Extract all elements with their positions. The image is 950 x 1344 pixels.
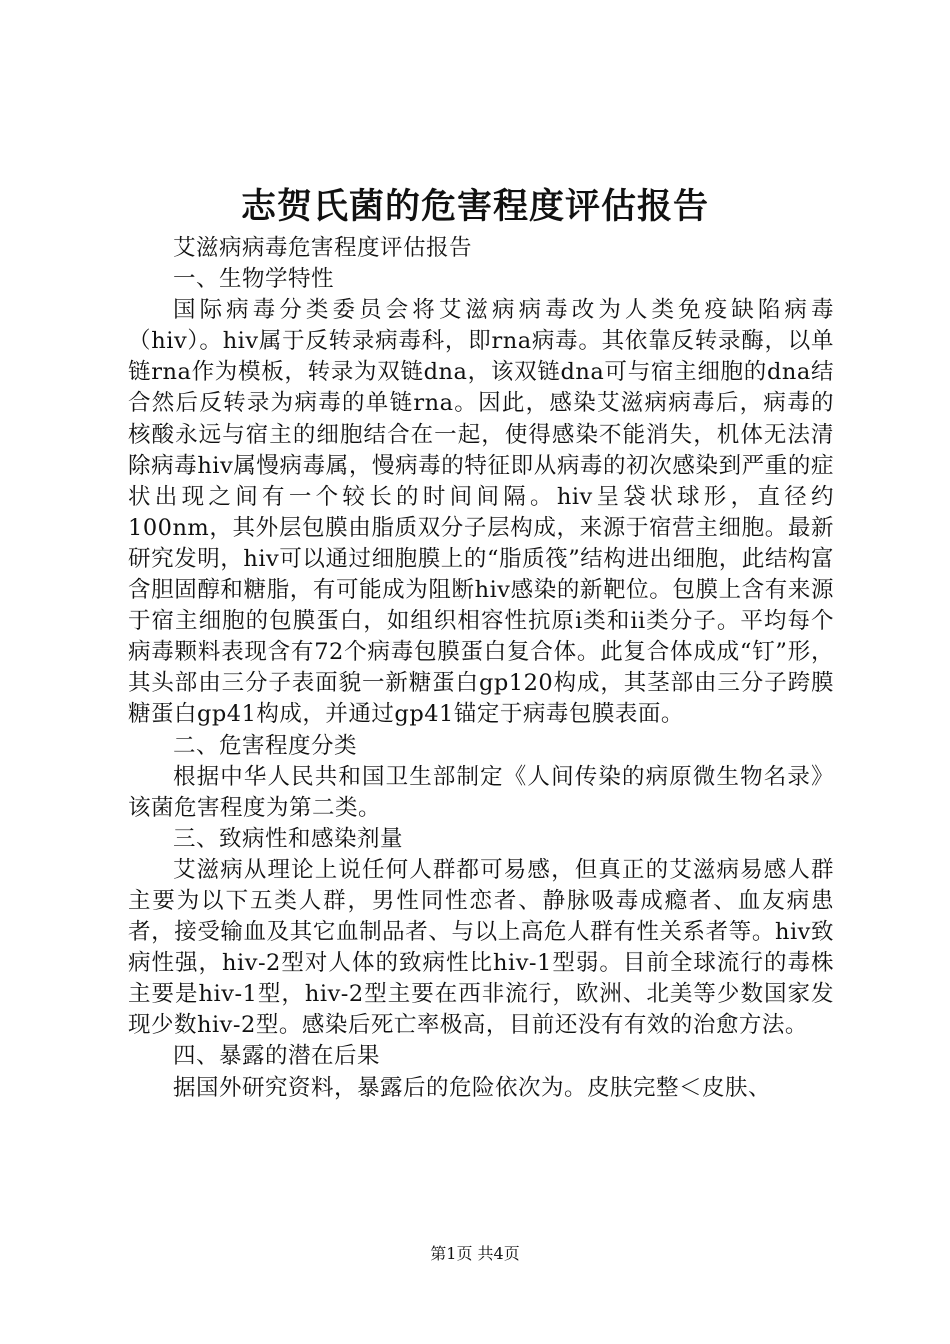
page-number-footer: 第1页 共4页 (430, 1244, 520, 1263)
document-title: 志贺氏菌的危害程度评估报告 (240, 186, 709, 227)
body-paragraph-3: 艾滋病从理论上说任何人群都可易感，但真正的艾滋病易感人群主要为以下五类人群，男性同性恋者、静脉吸毒成瘾者、血友病患者，接受输血及其它血制品者、与以上高危人群有性关系者等。hiv致病性强，hiv-2型对人体的致病性比hiv-1型弱。目前全球流行的毒株主要是hiv-1型，hiv-2型主要在西非流行，欧洲、北美等少数国家发现少数hiv-2型。感染后死亡率极高，目前还没有有效的治愈方法。 (128, 856, 834, 1039)
body-paragraph-2: 根据中华人民共和国卫生部制定《人间传染的病原微生物名录》该菌危害程度为第二类。 (128, 763, 834, 821)
subtitle-paragraph: 艾滋病病毒危害程度评估报告 (173, 235, 473, 261)
section-heading-3: 三、致病性和感染剂量 (173, 825, 404, 852)
body-paragraph-4: 据国外研究资料，暴露后的危险依次为。皮肤完整＜皮肤、 (173, 1074, 772, 1101)
section-heading-1: 一、生物学特性 (173, 266, 335, 293)
section-heading-4: 四、暴露的潜在后果 (173, 1043, 381, 1070)
document-body (128, 233, 834, 1104)
body-paragraph-1: 国际病毒分类委员会将艾滋病病毒改为人类免疫缺陷病毒（hiv）。hiv属于反转录病毒科，即rna病毒。其依靠反转录酶，以单链rna作为模板，转录为双链dna，该双链dna可与宿主细胞的dna结合然后反转录为病毒的单链rna。因此，感染艾滋病病毒后，病毒的核酸永远与宿主的细胞结合在一起，使得感染不能消失，机体无法清除病毒hiv属慢病毒属，慢病毒的特征即从病毒的初次感染到严重的症状出现之间有一个较长的时间间隔。hiv呈袋状球形，直径约100nm，其外层包膜由脂质双分子层构成，来源于宿营主细胞。最新研究发明，hiv可以通过细胞膜上的“脂质筏”结构进出细胞，此结构富含胆固醇和糖脂，有可能成为阻断hiv感染的新靶位。包膜上含有来源于宿主细胞的包膜蛋白，如组织相容性抗原i类和ii类分子。平均每个病毒颗料表现含有72个病毒包膜蛋白复合体。此复合体成成“钉”形，其头部由三分子表面貌一新糖蛋白gp120构成，其茎部由三分子跨膜糖蛋白gp41构成，并通过gp41锚定于病毒包膜表面。 (128, 297, 834, 728)
section-heading-2: 二、危害程度分类 (173, 732, 358, 759)
